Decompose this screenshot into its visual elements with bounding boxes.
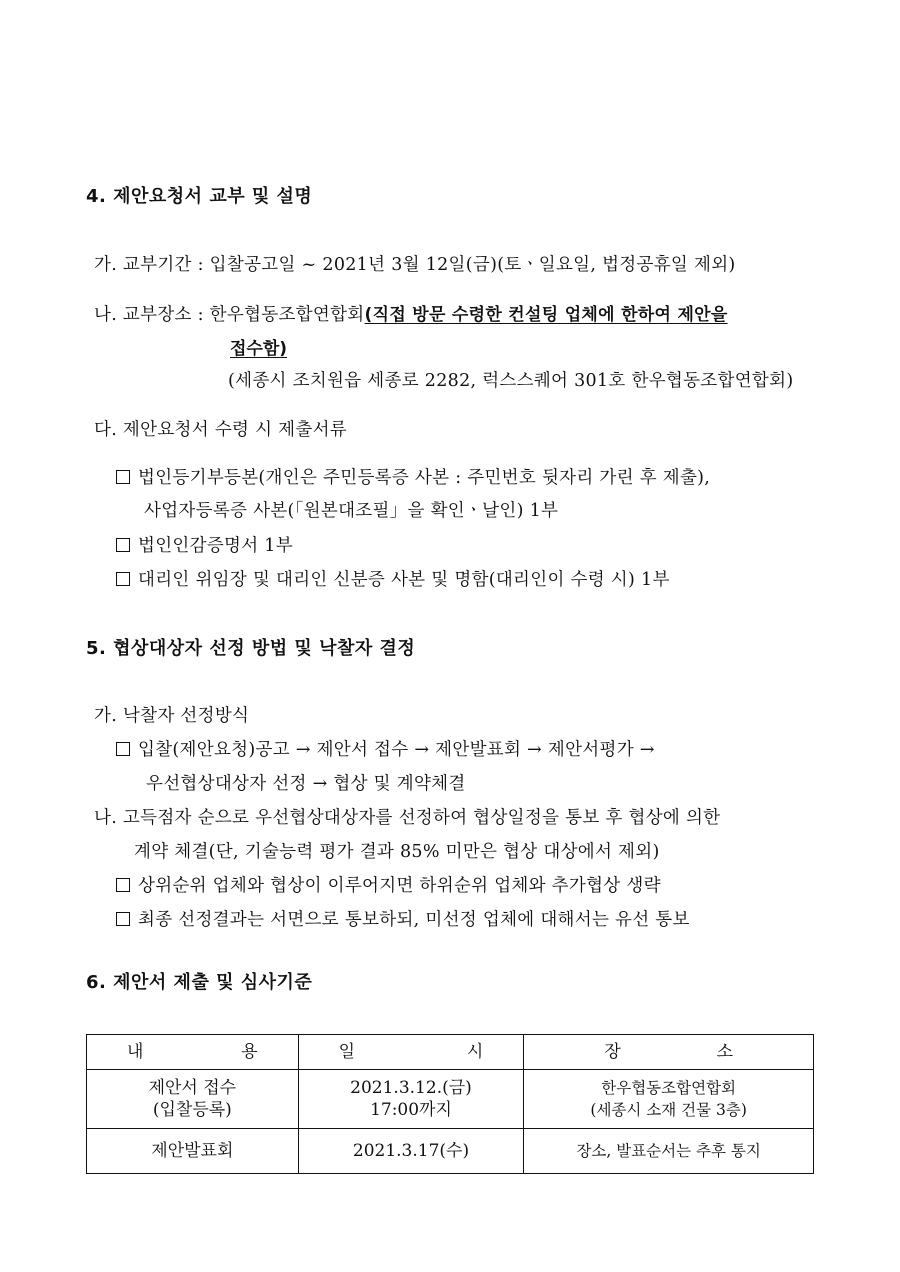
section4-item-1: [116, 464, 710, 489]
cell-datetime-line-2: 17:00까지: [370, 1100, 452, 1120]
cell-content: [87, 1129, 299, 1174]
section4-item-3: [116, 566, 670, 591]
header-place: [524, 1035, 814, 1070]
section5-ga-item-cont: 우선협상대상자 선정 → 협상 및 계약체결: [146, 774, 466, 794]
cell-content-line-1: 제안발표회: [151, 1141, 234, 1161]
cell-datetime: [298, 1070, 524, 1129]
header-place-char-2: 소: [716, 1042, 733, 1062]
checkbox-icon: [116, 470, 130, 484]
section5-ga-item-text: 입찰(제안요청)공고 → 제안서 접수 → 제안발표회 → 제안서평가 →: [138, 740, 655, 760]
section4-ga: 가. 교부기간 : 입찰공고일 ~ 2021년 3월 12일(금)(토ㆍ일요일, 법정공휴일 제외): [94, 255, 736, 275]
cell-content: [87, 1070, 299, 1129]
section5-na: 나. 고득점자 순으로 우선협상대상자를 선정하여 협상일정을 통보 후 협상에 의한: [94, 808, 721, 828]
section4-na-underline-2: 접수함): [230, 339, 288, 359]
cell-content-line-1: 제안서 접수: [148, 1078, 237, 1098]
section5-ga: 가. 낙찰자 선정방식: [94, 706, 250, 726]
section4-heading: 4. 제안요청서 교부 및 설명: [86, 186, 313, 207]
section4-item-3-text: 대리인 위임장 및 대리인 신분증 사본 및 명함(대리인이 수령 시) 1부: [138, 570, 670, 590]
header-content-char-1: 내: [127, 1042, 144, 1062]
header-content: [87, 1035, 299, 1070]
section4-na-address: (세종시 조치원읍 세종로 2282, 럭스스퀘어 301호 한우협동조합연합회): [228, 371, 794, 391]
section4-na-prefix: 나. 교부장소 : 한우협동조합연합회: [94, 305, 365, 325]
checkbox-icon: [116, 572, 130, 586]
table-row: [87, 1129, 814, 1174]
cell-place-line-1: 한우협동조합연합회: [601, 1079, 737, 1097]
header-datetime-char-2: 시: [466, 1042, 484, 1062]
checkbox-icon: [116, 742, 130, 756]
header-content-char-2: 용: [241, 1042, 258, 1062]
section4-na-underline-1: (직접 방문 수령한 컨설팅 업체에 한하여 제안을: [364, 305, 728, 325]
section4-item-1-cont: 사업자등록증 사본(「원본대조필」을 확인ㆍ날인) 1부: [144, 501, 559, 521]
schedule-table: [86, 1034, 814, 1174]
table-row: [87, 1070, 814, 1129]
header-datetime: [298, 1035, 524, 1070]
section5-na-item-1-text: 상위순위 업체와 협상이 이루어지면 하위순위 업체와 추가협상 생략: [138, 876, 661, 896]
section5-ga-item: [116, 736, 655, 761]
section5-na-cont: 계약 체결(단, 기술능력 평가 결과 85% 미만은 협상 대상에서 제외): [134, 842, 660, 862]
cell-datetime-line-1: 2021.3.12.(금): [350, 1078, 472, 1098]
section5-heading: 5. 협상대상자 선정 방법 및 낙찰자 결정: [86, 638, 416, 659]
cell-datetime: [298, 1129, 524, 1174]
section5-na-item-2: [116, 906, 690, 931]
table-header-row: [87, 1035, 814, 1070]
checkbox-icon: [116, 912, 130, 926]
header-place-char-1: 장: [604, 1042, 621, 1062]
section4-item-1-text: 법인등기부등본(개인은 주민등록증 사본 : 주민번호 뒷자리 가린 후 제출),: [138, 468, 711, 488]
section6-heading: 6. 제안서 제출 및 심사기준: [86, 972, 313, 993]
header-datetime-char-1: 일: [338, 1042, 356, 1062]
section4-da: 다. 제안요청서 수령 시 제출서류: [94, 420, 347, 440]
cell-content-line-2: (입찰등록): [152, 1100, 232, 1120]
cell-place: [524, 1129, 814, 1174]
cell-place: [524, 1070, 814, 1129]
cell-datetime-line-1: 2021.3.17(수): [352, 1141, 470, 1161]
section4-na: [94, 300, 728, 326]
section5-na-item-2-text: 최종 선정결과는 서면으로 통보하되, 미선정 업체에 대해서는 유선 통보: [138, 910, 690, 930]
cell-place-line-1: 장소, 발표순서는 추후 통지: [576, 1142, 761, 1160]
section5-na-item-1: [116, 872, 661, 897]
checkbox-icon: [116, 538, 130, 552]
section4-item-2-text: 법인인감증명서 1부: [138, 536, 293, 556]
checkbox-icon: [116, 878, 130, 892]
cell-place-line-2: (세종시 소재 건물 3층): [590, 1101, 747, 1119]
section4-item-2: [116, 532, 293, 557]
